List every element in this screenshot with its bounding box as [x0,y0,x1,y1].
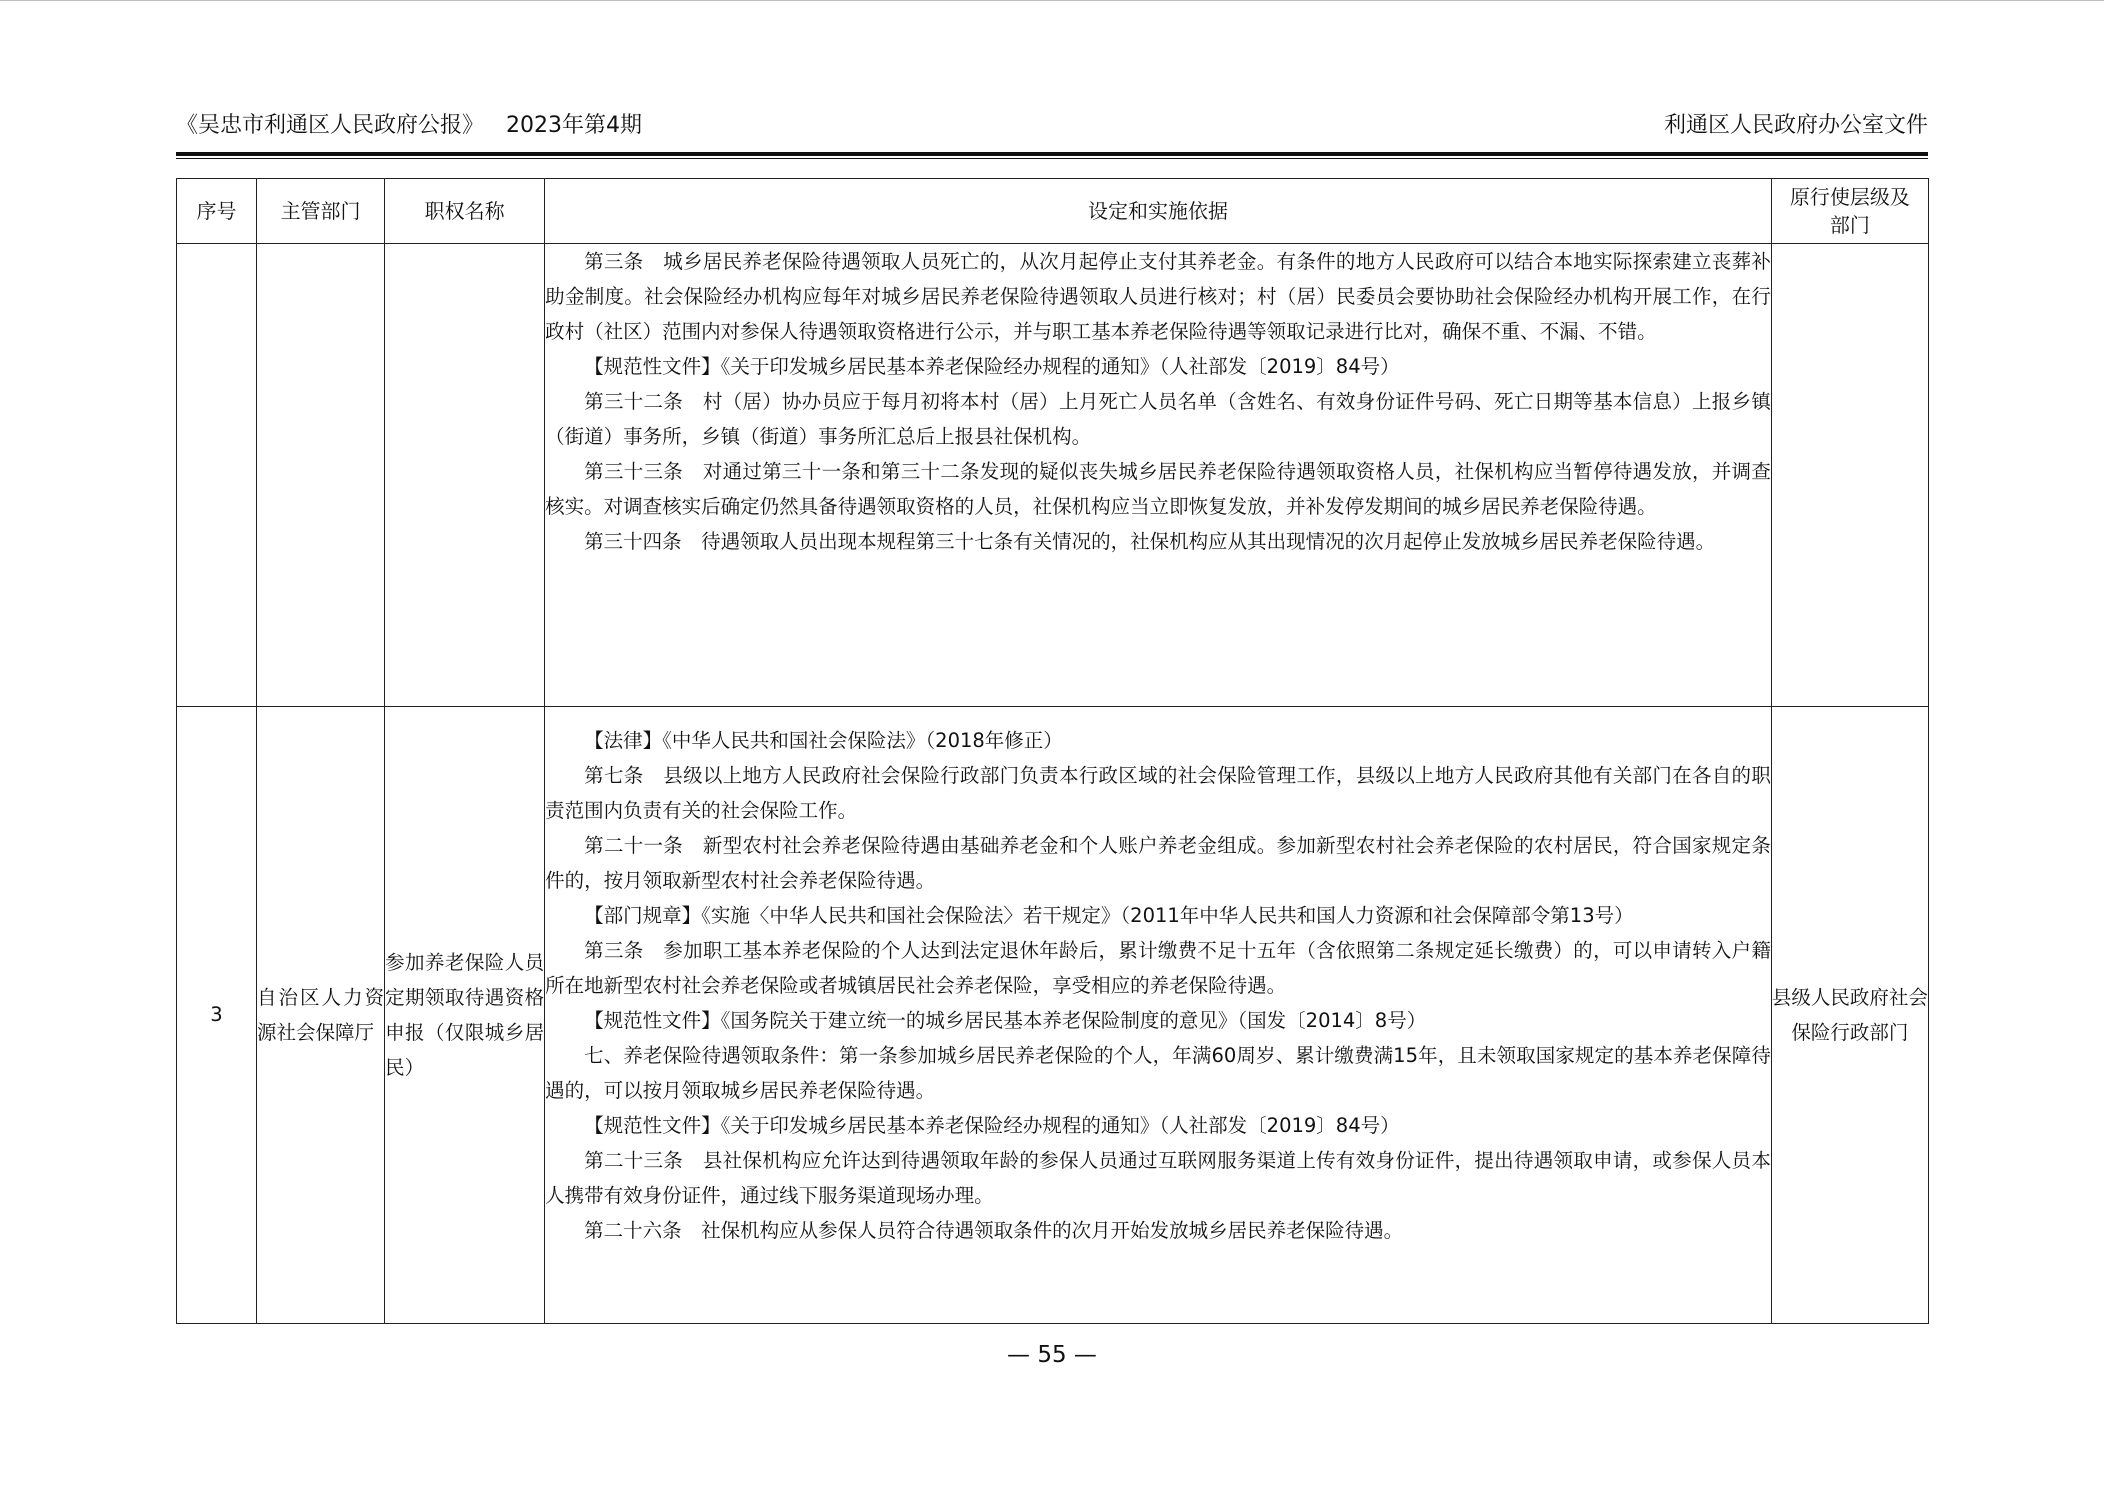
header-seq: 序号 [177,179,257,244]
page-header [176,108,1928,144]
level-cell: 县级人民政府社会保险行政部门 [1771,707,1928,1324]
page-number: — 55 — [1007,1342,1097,1368]
table-row [177,707,1929,1324]
basis-paragraph: 第三条 城乡居民养老保险待遇领取人员死亡的，从次月起停止支付其养老金。有条件的地方人民政府可以结合本地实际探索建立丧葬补助金制度。社会保险经办机构应每年对城乡居民养老保险待遇领取人员进行核对；村（居）民委员会要协助社会保险经办机构开展工作，在行政村（社区）范围内对参保人待遇领取资格进行公示，并与职工基本养老保险待遇等领取记录进行比对，确保不重、不漏、不错。 [545,250,1771,343]
header-level: 原行使层级及部门 [1771,179,1928,244]
basis-paragraph: 第三十四条 待遇领取人员出现本规程第三十七条有关情况的，社保机构应从其出现情况的次月起停止发放城乡居民养老保险待遇。 [584,530,1716,553]
basis-paragraph: 第三十二条 村（居）协办员应于每月初将本村（居）上月死亡人员名单（含姓名、有效身份证件号码、死亡日期等基本信息）上报乡镇（街道）事务所，乡镇（街道）事务所汇总后上报县社保机构。 [545,390,1771,448]
basis-paragraph: 七、养老保险待遇领取条件：第一条参加城乡居民养老保险的个人，年满60周岁、累计缴费满15年，且未领取国家规定的基本养老保障待遇的，可以按月领取城乡居民养老保险待遇。 [545,1044,1771,1102]
table-header-row [177,179,1929,244]
issue-label: 2023年第4期 [506,113,643,138]
basis-paragraph: 第三条 参加职工基本养老保险的个人达到法定退休年龄后，累计缴费不足十五年（含依照第二条规定延长缴费）的，可以申请转入户籍所在地新型农村社会养老保险或者城镇居民社会养老保险，享受相应的养老保险待遇。 [545,939,1771,997]
bulletin-title: 《吴忠市利通区人民政府公报》 [176,113,485,138]
basis-paragraph: 【部门规章】《实施〈中华人民共和国社会保险法〉若干规定》（2011年中华人民共和国人力资源和社会保障部令第13号） [584,904,1634,927]
basis-cell [545,707,1772,1324]
header-right: 利通区人民政府办公室文件 [1663,113,1928,138]
name-cell: 参加养老保险人员定期领取待遇资格申报（仅限城乡居民） [385,707,545,1324]
basis-paragraph: 【法律】《中华人民共和国社会保险法》（2018年修正） [584,729,1063,752]
basis-paragraph: 第二十三条 县社保机构应允许达到待遇领取年龄的参保人员通过互联网服务渠道上传有效身份证件，提出待遇领取申请，或参保人员本人携带有效身份证件，通过线下服务渠道现场办理。 [545,1149,1771,1207]
name-cell [385,244,545,707]
seq-cell [177,244,257,707]
header-name: 职权名称 [385,179,545,244]
table-row [177,244,1929,707]
basis-paragraph: 【规范性文件】《关于印发城乡居民基本养老保险经办规程的通知》（人社部发〔2019〕84号） [584,1114,1400,1137]
dept-cell: 自治区人力资源社会保障厅 [257,707,385,1324]
basis-paragraph: 第三十三条 对通过第三十一条和第三十二条发现的疑似丧失城乡居民养老保险待遇领取资格人员，社保机构应当暂停待遇发放，并调查核实。对调查核实后确定仍然具备待遇领取资格的人员，社保机构应当立即恢复发放，并补发停发期间的城乡居民养老保险待遇。 [545,460,1771,518]
basis-paragraph: 【规范性文件】《关于印发城乡居民基本养老保险经办规程的通知》（人社部发〔2019〕84号） [584,355,1400,378]
basis-paragraph: 第七条 县级以上地方人民政府社会保险行政部门负责本行政区域的社会保险管理工作，县级以上地方人民政府其他有关部门在各自的职责范围内负责有关的社会保险工作。 [545,764,1771,822]
basis-paragraph: 第二十六条 社保机构应从参保人员符合待遇领取条件的次月开始发放城乡居民养老保险待遇。 [584,1219,1404,1242]
header-basis: 设定和实施依据 [545,179,1772,244]
header-rule-thin [176,158,1928,159]
basis-cell [545,244,1772,707]
basis-paragraph: 【规范性文件】《国务院关于建立统一的城乡居民基本养老保险制度的意见》（国发〔2014〕8号） [584,1009,1427,1032]
seq-cell: 3 [177,707,257,1324]
header-left [176,108,642,144]
authority-table [176,178,1929,1324]
basis-paragraph: 第二十一条 新型农村社会养老保险待遇由基础养老金和个人账户养老金组成。参加新型农村社会养老保险的农村居民，符合国家规定条件的，按月领取新型农村社会养老保险待遇。 [545,834,1771,892]
dept-cell [257,244,385,707]
header-dept: 主管部门 [257,179,385,244]
level-cell [1771,244,1928,707]
top-edge-rule [0,0,2104,1]
header-rule-thick [176,152,1928,156]
